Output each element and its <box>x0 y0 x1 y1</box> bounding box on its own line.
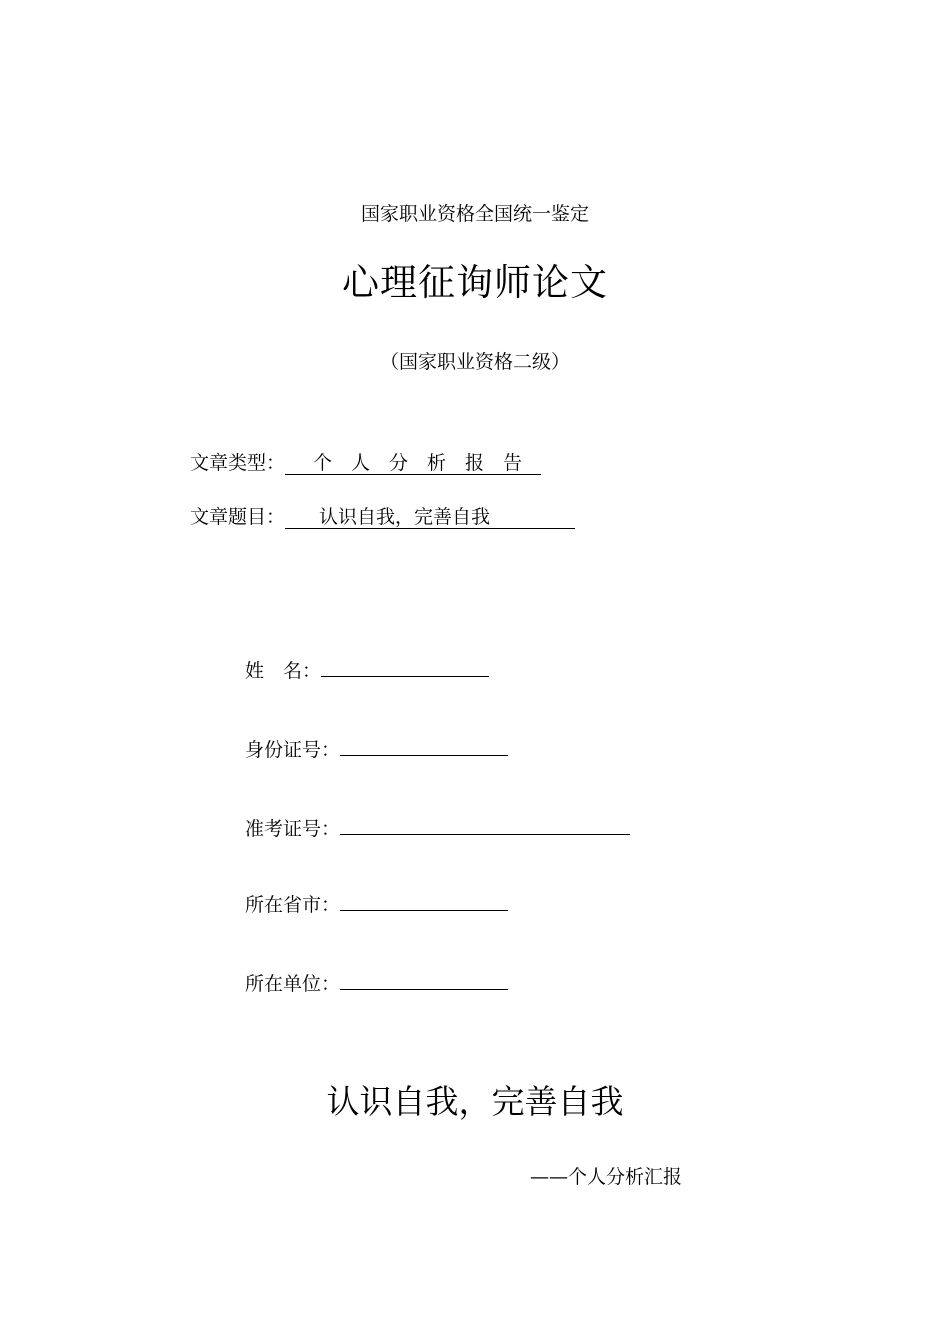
province-row <box>245 890 508 918</box>
name-row <box>245 656 489 684</box>
province-label: 所在省市： <box>245 894 341 916</box>
article-type-row <box>190 450 541 476</box>
exam-number-label: 准考证号： <box>245 818 341 840</box>
article-title-field <box>285 506 575 529</box>
qualification-level: （国家职业资格二级） <box>379 351 570 373</box>
article-type-label: 文章类型： <box>190 452 286 474</box>
name-label: 姓 名： <box>245 660 322 682</box>
exam-number-row <box>245 814 630 842</box>
unit-label: 所在单位： <box>245 973 341 995</box>
essay-title: 认识自我，完善自我 <box>326 1082 624 1121</box>
id-number-row <box>245 735 508 763</box>
id-number-blank-line[interactable] <box>340 735 508 756</box>
unit-row <box>245 969 508 997</box>
article-title-value: 认识自我，完善自我 <box>319 506 491 528</box>
top-heading: 国家职业资格全国统一鉴定 <box>360 203 589 225</box>
id-number-label: 身份证号： <box>245 739 341 761</box>
name-blank-line[interactable] <box>321 656 489 677</box>
main-title: 心理征询师论文 <box>342 261 608 304</box>
article-type-value: 个人分析报告 <box>313 452 542 474</box>
article-title-row <box>190 504 575 530</box>
province-blank-line[interactable] <box>340 890 508 911</box>
unit-blank-line[interactable] <box>340 969 508 990</box>
exam-number-blank-line[interactable] <box>340 814 630 835</box>
essay-subtitle: ——个人分析汇报 <box>530 1166 683 1188</box>
article-type-field <box>285 452 541 475</box>
article-title-label: 文章题目： <box>190 506 286 528</box>
